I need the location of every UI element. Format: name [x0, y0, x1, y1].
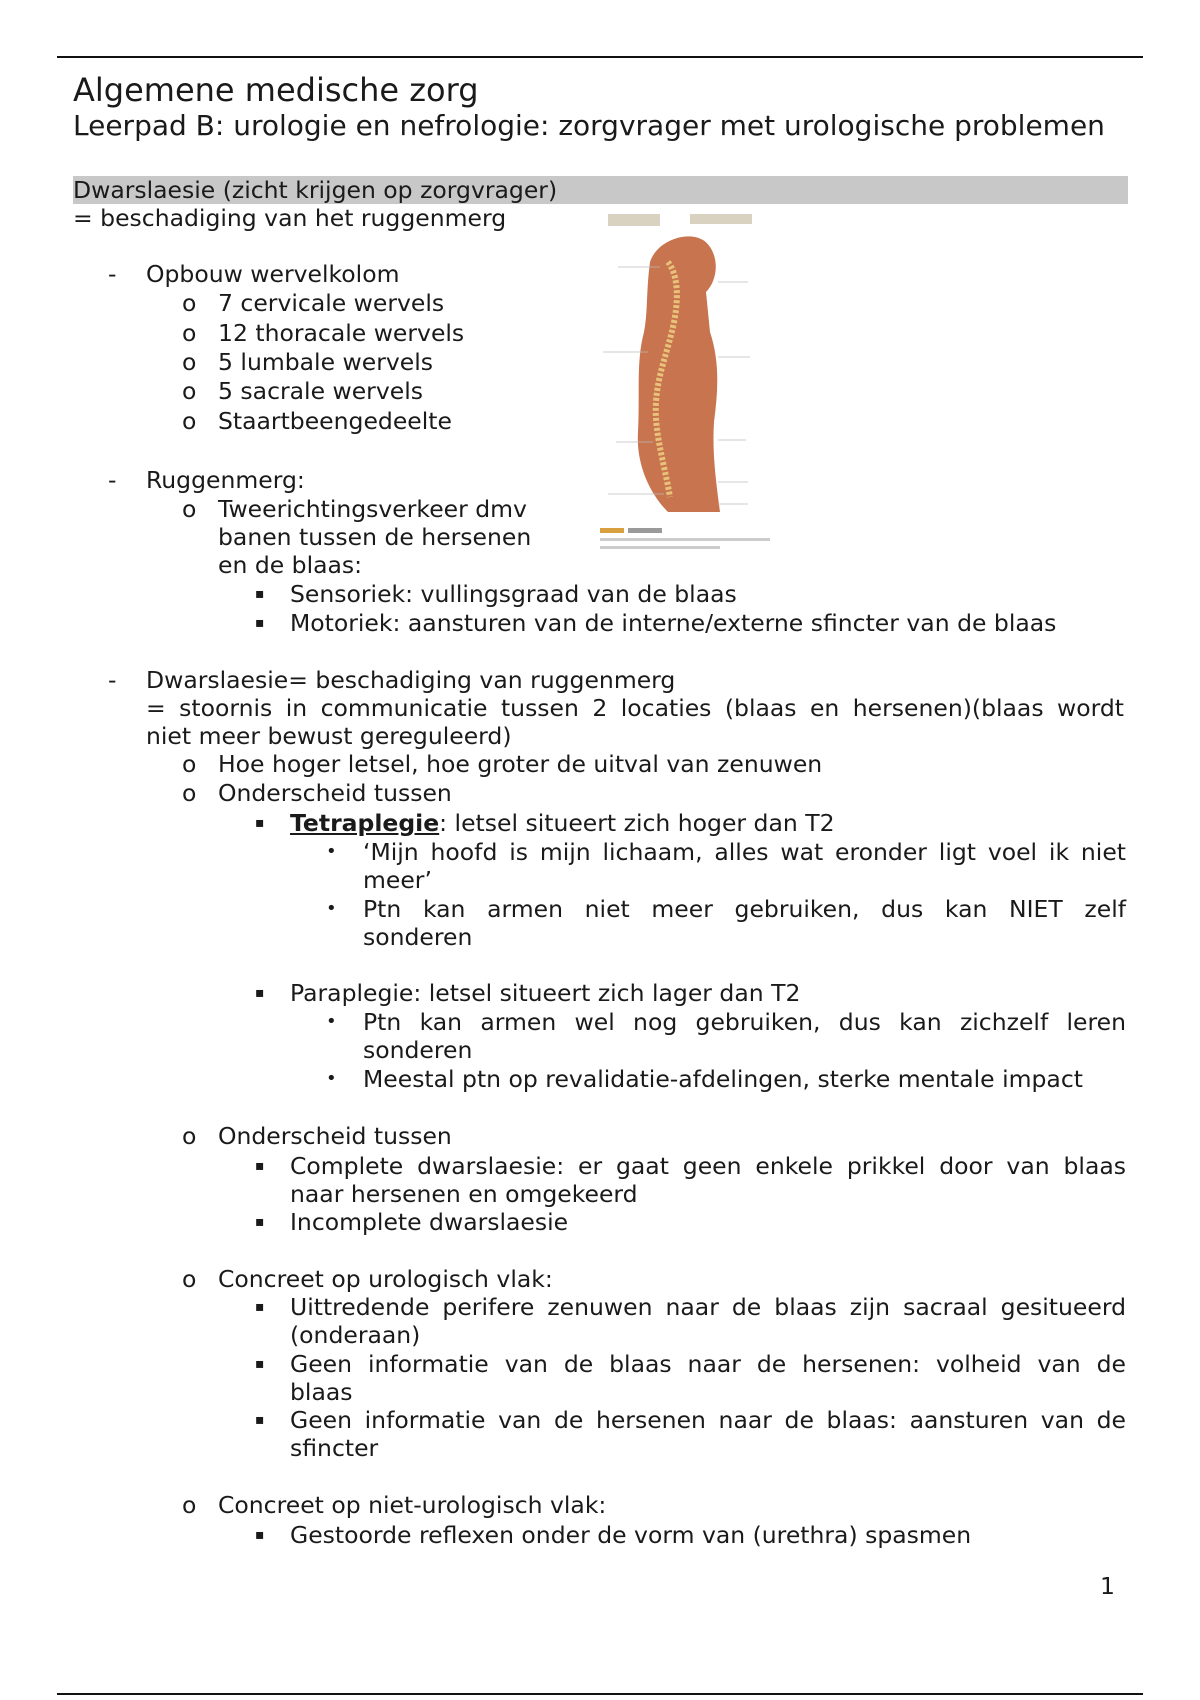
list-item: Incomplete dwarslaesie: [290, 1208, 569, 1236]
list-item: Paraplegie: letsel situeert zich lager dan T2: [290, 979, 801, 1007]
list-item: (onderaan): [290, 1321, 421, 1349]
dash-bullet: -: [108, 466, 117, 494]
list-item: sonderen: [363, 1036, 473, 1064]
list-item: Motoriek: aansturen van de interne/externe sfincter van de blaas: [290, 609, 1057, 637]
tetraplegie-term: Tetraplegie: [290, 809, 440, 837]
ruggenmerg-item-line: Tweerichtingsverkeer dmv: [218, 495, 527, 523]
list-item: ‘Mijn hoofd is mijn lichaam, alles wat eronder ligt voel ik niet: [363, 838, 1126, 866]
square-bullet: ▪: [255, 1158, 265, 1174]
bottom-rule: [57, 1693, 1143, 1695]
tetraplegie-item: [290, 809, 835, 837]
list-item: Staartbeengedeelte: [218, 407, 452, 435]
circle-bullet: o: [182, 289, 197, 317]
square-bullet: ▪: [255, 1299, 265, 1315]
page-title: Algemene medische zorg: [73, 71, 479, 109]
list-item: sonderen: [363, 923, 473, 951]
circle-bullet: o: [182, 377, 197, 405]
square-bullet: ▪: [255, 615, 265, 631]
section-title: Dwarslaesie (zicht krijgen op zorgvrager): [73, 176, 1128, 204]
dash-bullet: -: [108, 666, 117, 694]
list-item: Geen informatie van de hersenen naar de blaas: aansturen van de: [290, 1406, 1126, 1434]
list-item: Hoe hoger letsel, hoe groter de uitval van zenuwen: [218, 750, 823, 778]
square-bullet: ▪: [255, 985, 265, 1001]
circle-bullet: o: [182, 319, 197, 347]
dash-bullet: -: [108, 260, 117, 288]
square-bullet: ▪: [255, 586, 265, 602]
list-item: sfincter: [290, 1434, 379, 1462]
list-item: Onderscheid tussen: [218, 779, 452, 807]
section-definition: = beschadiging van het ruggenmerg: [73, 204, 507, 232]
circle-bullet: o: [182, 1122, 197, 1150]
spine-illustration: [598, 212, 778, 557]
list-item: Uittredende perifere zenuwen naar de blaas zijn sacraal gesitueerd: [290, 1293, 1126, 1321]
list-item: 7 cervicale wervels: [218, 289, 445, 317]
list-item: Concreet op urologisch vlak:: [218, 1265, 553, 1293]
square-bullet: ▪: [255, 815, 265, 831]
list-item: Complete dwarslaesie: er gaat geen enkele prikkel door van blaas: [290, 1152, 1126, 1180]
circle-bullet: o: [182, 348, 197, 376]
opbouw-heading: Opbouw wervelkolom: [146, 260, 400, 288]
top-rule: [57, 56, 1143, 58]
circle-bullet: o: [182, 1265, 197, 1293]
dot-bullet: •: [326, 841, 337, 862]
list-item: 12 thoracale wervels: [218, 319, 465, 347]
circle-bullet: o: [182, 407, 197, 435]
ruggenmerg-item-line: banen tussen de hersenen: [218, 523, 532, 551]
dwarslaesie-heading: Dwarslaesie= beschadiging van ruggenmerg: [146, 666, 676, 694]
list-item: Ptn kan armen wel nog gebruiken, dus kan zichzelf leren: [363, 1008, 1126, 1036]
square-bullet: ▪: [255, 1412, 265, 1428]
dot-bullet: •: [326, 898, 337, 919]
list-item: Ptn kan armen niet meer gebruiken, dus kan NIET zelf: [363, 895, 1126, 923]
circle-bullet: o: [182, 495, 197, 523]
dot-bullet: •: [326, 1011, 337, 1032]
ruggenmerg-heading: Ruggenmerg:: [146, 466, 305, 494]
list-item: Onderscheid tussen: [218, 1122, 452, 1150]
circle-bullet: o: [182, 1491, 197, 1519]
list-item: 5 sacrale wervels: [218, 377, 423, 405]
dwarslaesie-description: niet meer bewust gereguleerd): [146, 722, 512, 750]
list-item: Sensoriek: vullingsgraad van de blaas: [290, 580, 737, 608]
square-bullet: ▪: [255, 1356, 265, 1372]
page-subtitle: Leerpad B: urologie en nefrologie: zorgvrager met urologische problemen: [73, 109, 1105, 142]
circle-bullet: o: [182, 750, 197, 778]
tetraplegie-text: : letsel situeert zich hoger dan T2: [439, 809, 835, 837]
square-bullet: ▪: [255, 1214, 265, 1230]
list-item: Geen informatie van de blaas naar de hersenen: volheid van de: [290, 1350, 1126, 1378]
list-item: naar hersenen en omgekeerd: [290, 1180, 638, 1208]
dot-bullet: •: [326, 1068, 337, 1089]
circle-bullet: o: [182, 779, 197, 807]
list-item: meer’: [363, 866, 432, 894]
ruggenmerg-item-line: en de blaas:: [218, 551, 363, 579]
list-item: Concreet op niet-urologisch vlak:: [218, 1491, 607, 1519]
square-bullet: ▪: [255, 1527, 265, 1543]
list-item: blaas: [290, 1378, 353, 1406]
page-number: 1: [1100, 1572, 1115, 1600]
list-item: Meestal ptn op revalidatie-afdelingen, sterke mentale impact: [363, 1065, 1083, 1093]
list-item: 5 lumbale wervels: [218, 348, 433, 376]
list-item: Gestoorde reflexen onder de vorm van (urethra) spasmen: [290, 1521, 972, 1549]
dwarslaesie-description: = stoornis in communicatie tussen 2 locaties (blaas en hersenen)(blaas wordt: [146, 694, 1124, 722]
